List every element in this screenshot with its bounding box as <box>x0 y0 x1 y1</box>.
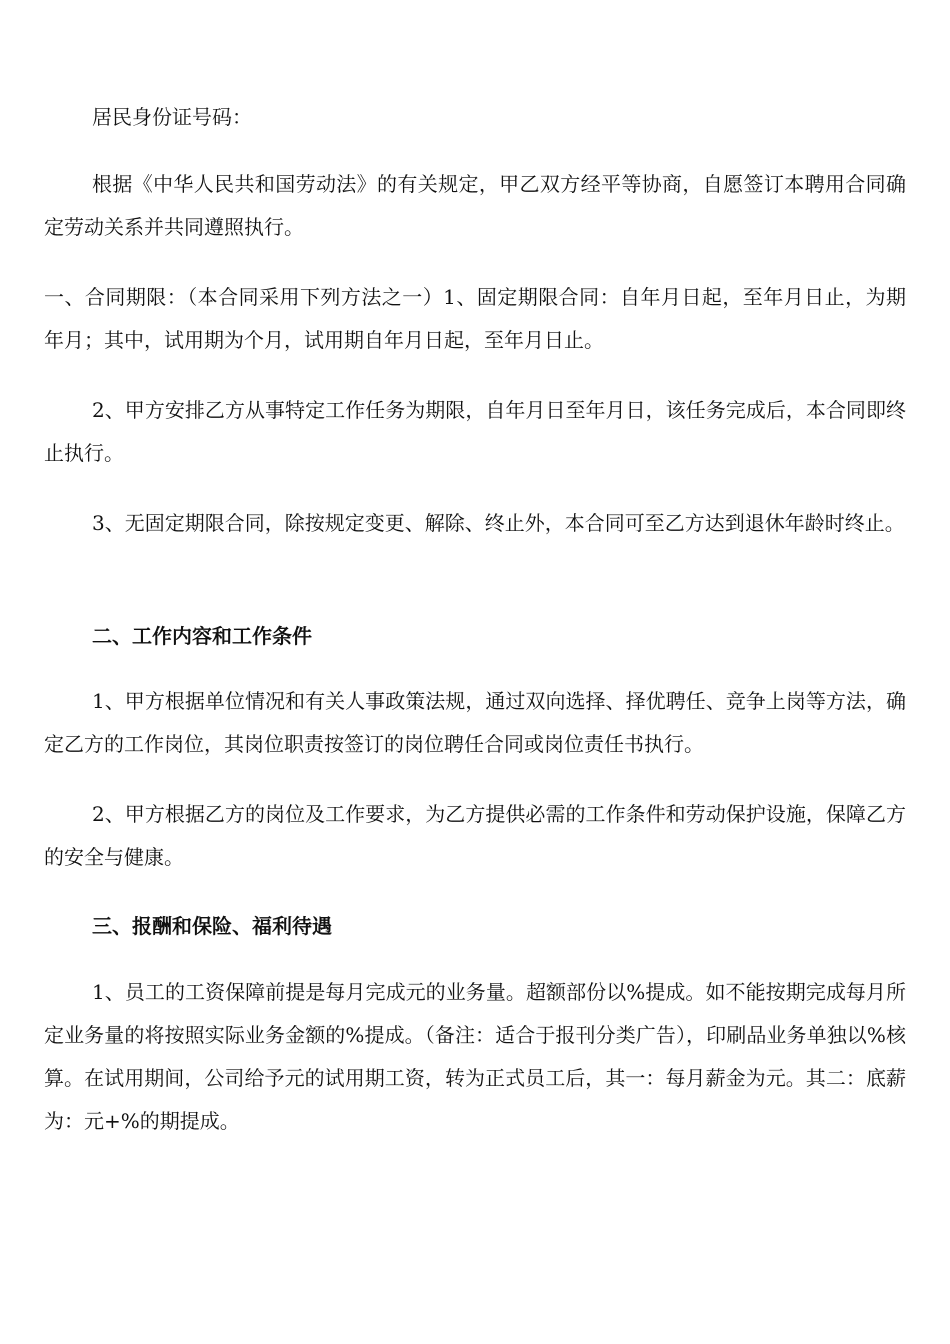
preamble-paragraph: 根据《中华人民共和国劳动法》的有关规定，甲乙双方经平等协商，自愿签订本聘用合同确定劳动关系并共同遵照执行。 <box>44 172 906 239</box>
pay-item-1: 1、员工的工资保障前提是每月完成元的业务量。超额部份以%提成。如不能按期完成每月所定业务量的将按照实际业务金额的%提成。（备注：适合于报刊分类广告），印刷品业务单独以%核算。在试用期间，公司给予元的试用期工资，转为正式员工后，其一：每月薪金为元。其二：底薪为：元+%的期提成。 <box>44 980 906 1133</box>
work-item-1: 1、甲方根据单位情况和有关人事政策法规，通过双向选择、择优聘任、竞争上岗等方法，确定乙方的工作岗位，其岗位职责按签订的岗位聘任合同或岗位责任书执行。 <box>44 689 906 756</box>
id-number-line: 居民身份证号码： <box>92 105 252 129</box>
contract-term-paragraph: 一、合同期限：（本合同采用下列方法之一）1、固定期限合同：自年月日起，至年月日止，为期年月；其中，试用期为个月，试用期自年月日起，至年月日止。 <box>44 285 906 352</box>
section-heading-pay: 三、报酬和保险、福利待遇 <box>92 914 332 938</box>
work-item-2: 2、甲方根据乙方的岗位及工作要求，为乙方提供必需的工作条件和劳动保护设施，保障乙方的安全与健康。 <box>44 802 906 869</box>
contract-term-item-2: 2、甲方安排乙方从事特定工作任务为期限，自年月日至年月日，该任务完成后，本合同即终止执行。 <box>44 398 906 465</box>
contract-term-item-3: 3、无固定期限合同，除按规定变更、解除、终止外，本合同可至乙方达到退休年龄时终止。 <box>92 511 905 535</box>
section-heading-work: 二、工作内容和工作条件 <box>92 624 312 648</box>
